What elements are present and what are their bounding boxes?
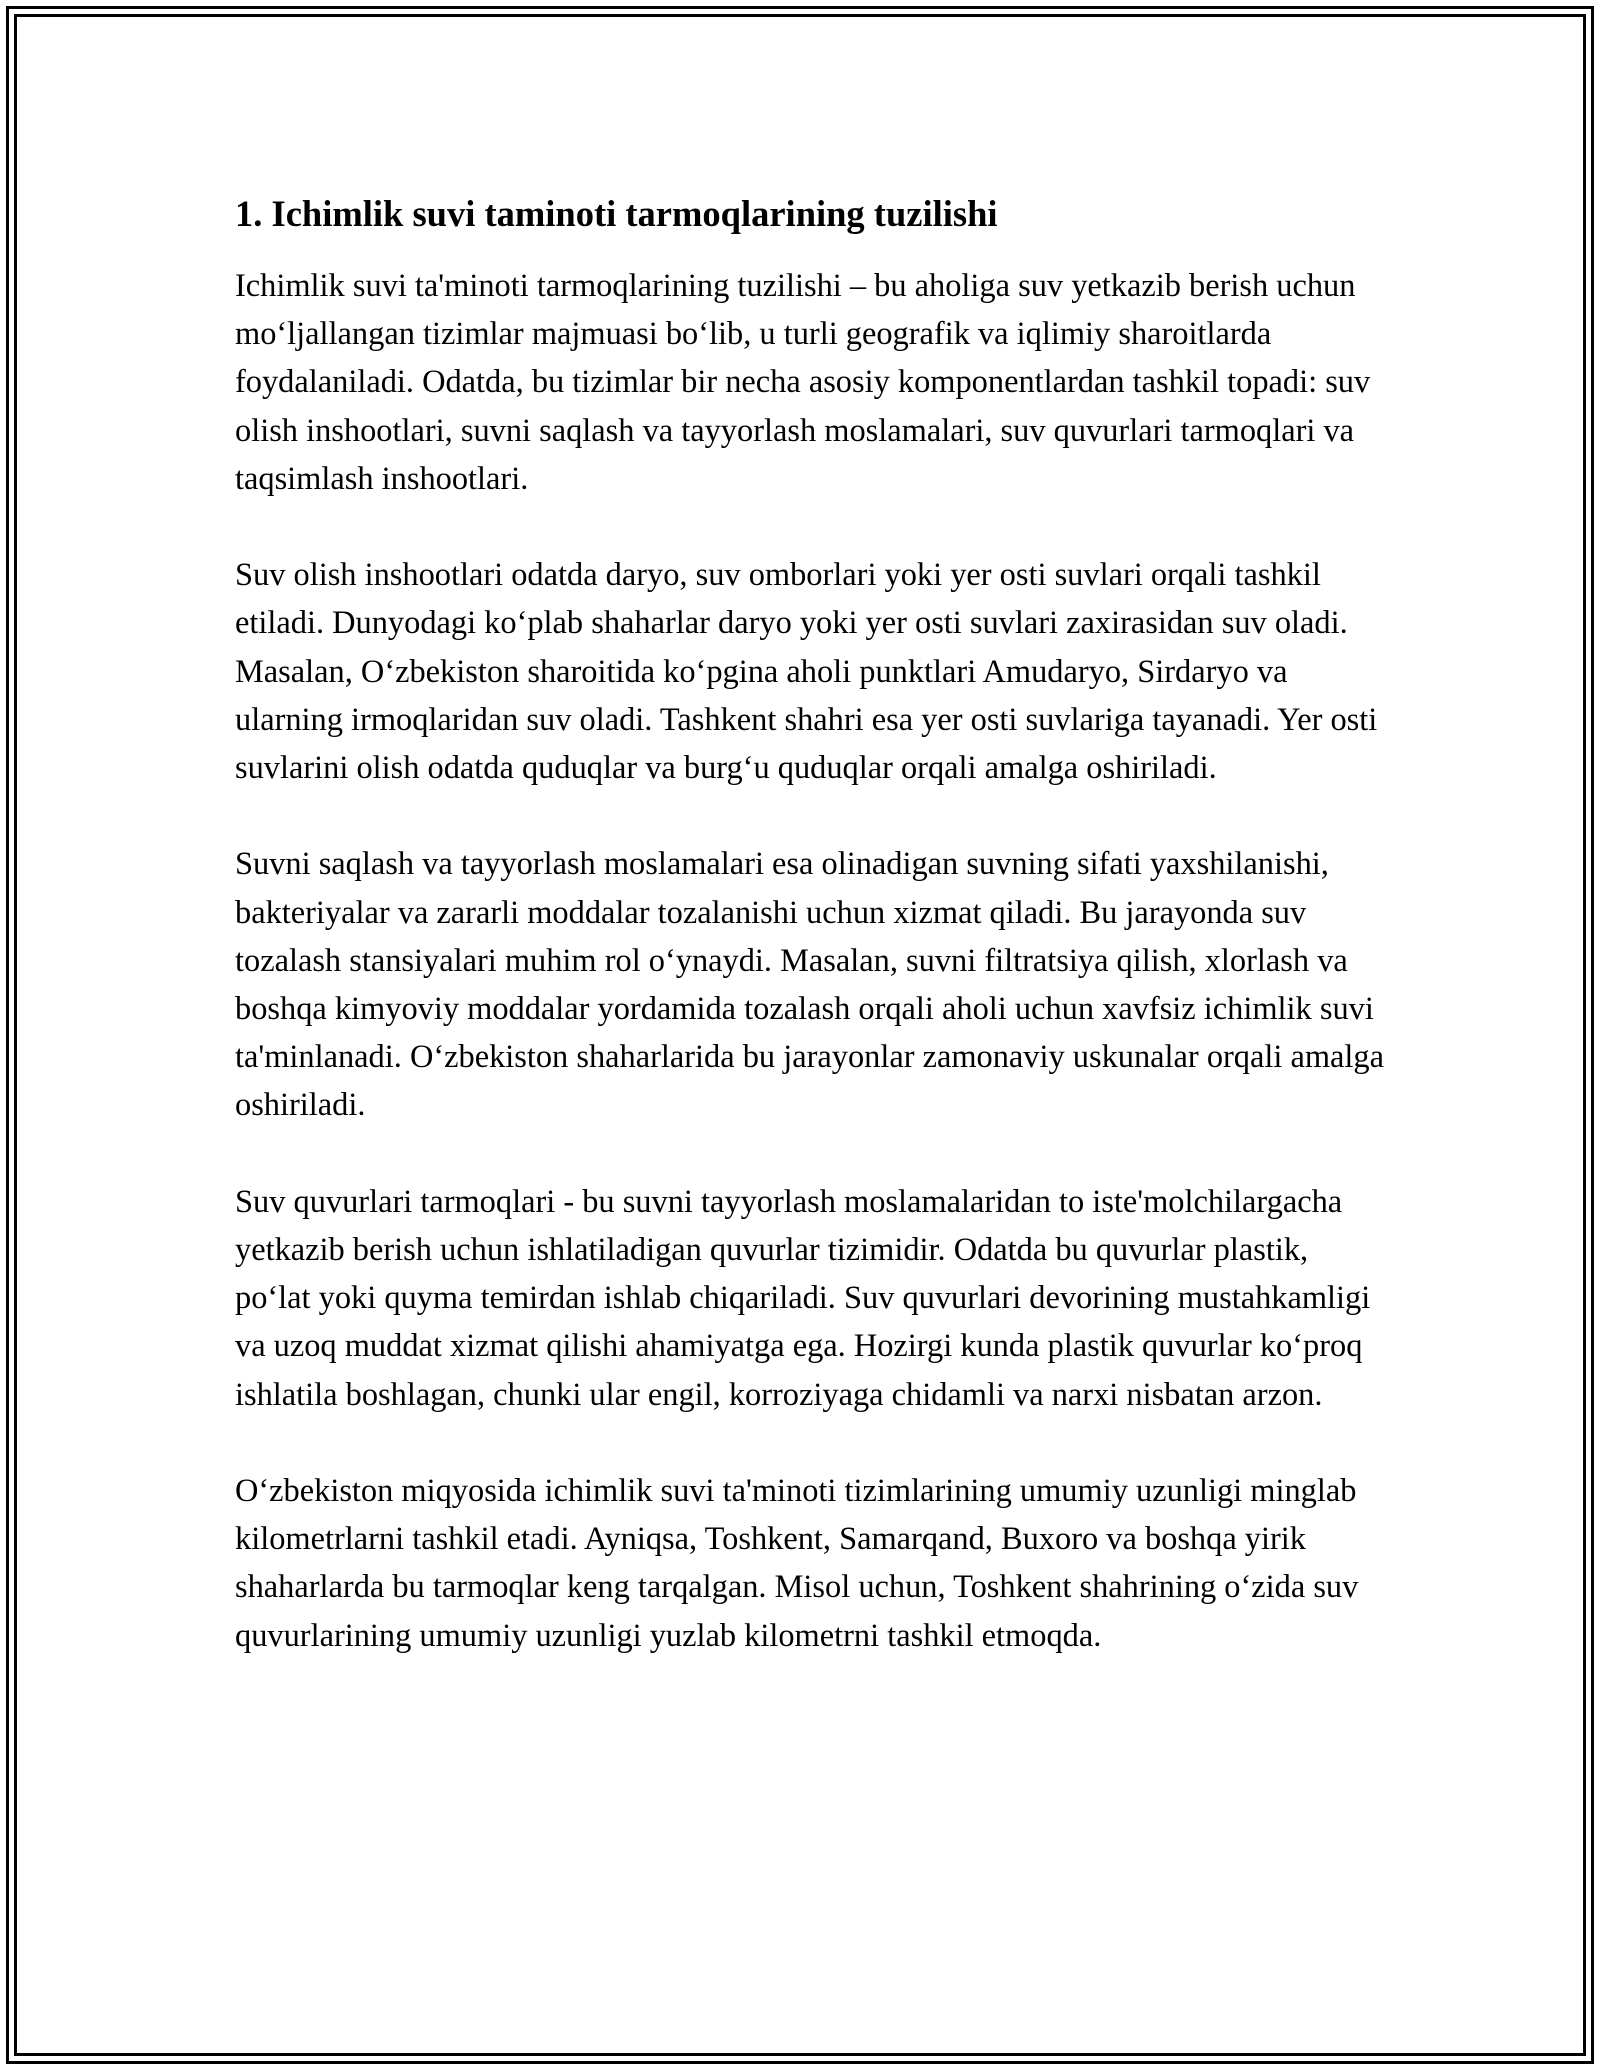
document-body bbox=[235, 188, 1385, 1708]
paragraph-4: Suv quvurlari tarmoqlari - bu suvni tayyorlash moslamalaridan to iste'molchilargacha yetkazib berish uchun ishlatiladigan quvurlar tizimidir. Odatda bu quvurlar plastik, po‘lat yoki quyma temirdan ishlab chiqariladi. Suv quvurlari devorining mustahkamligi va uzoq muddat xizmat qilishi ahamiyatga ega. Hozirgi kunda plastik quvurlar ko‘proq ishlatila boshlagan, chunki ular engil, korroziyaga chidamli va narxi nisbatan arzon. bbox=[235, 1183, 1371, 1413]
paragraph-5: O‘zbekiston miqyosida ichimlik suvi ta'minoti tizimlarining umumiy uzunligi minglab kilometrlarni tashkil etadi. Ayniqsa, Toshkent, Samarqand, Buxoro va boshqa yirik shaharlarda bu tarmoqlar keng tarqalgan. Misol uchun, Toshkent shahrining o‘zida suv quvurlarining umumiy uzunligi yuzlab kilometrni tashkil etmoqda. bbox=[235, 1473, 1359, 1654]
paragraph-2: Suv olish inshootlari odatda daryo, suv omborlari yoki yer osti suvlari orqali tashkil etiladi. Dunyodagi ko‘plab shaharlar daryo yoki yer osti suvlari zaxirasidan suv oladi. Masalan, O‘zbekiston sharoitida ko‘pgina aholi punktlari Amudaryo, Sirdaryo va ularning irmoqlaridan suv oladi. Tashkent shahri esa yer osti suvlariga tayanadi. Yer osti suvlarini olish odatda quduqlar va burg‘u quduqlar orqali amalga oshiriladi. bbox=[235, 557, 1378, 787]
page-title: 1. Ichimlik suvi taminoti tarmoqlarining tuzilishi bbox=[235, 193, 998, 234]
paragraph-1: Ichimlik suvi ta'minoti tarmoqlarining tuzilishi – bu aholiga suv yetkazib berish uchun mo‘ljallangan tizimlar majmuasi bo‘lib, u turli geografik va iqlimiy sharoitlarda foydalaniladi. Odatda, bu tizimlar bir necha asosiy komponentlardan tashkil topadi: suv olish inshootlari, suvni saqlash va tayyorlash moslamalari, suv quvurlari tarmoqlari va taqsimlash inshootlari. bbox=[235, 268, 1371, 497]
paragraph-3: Suvni saqlash va tayyorlash moslamalari esa olinadigan suvning sifati yaxshilanishi, bakteriyalar va zararli moddalar tozalanishi uchun xizmat qiladi. Bu jarayonda suv tozalash stansiyalari muhim rol o‘ynaydi. Masalan, suvni filtratsiya qilish, xlorlash va boshqa kimyoviy moddalar yordamida tozalash orqali aholi uchun xavfsiz ichimlik suvi ta'minlanadi. O‘zbekiston shaharlarida bu jarayonlar zamonaviy uskunalar orqali amalga oshiriladi. bbox=[235, 846, 1384, 1124]
